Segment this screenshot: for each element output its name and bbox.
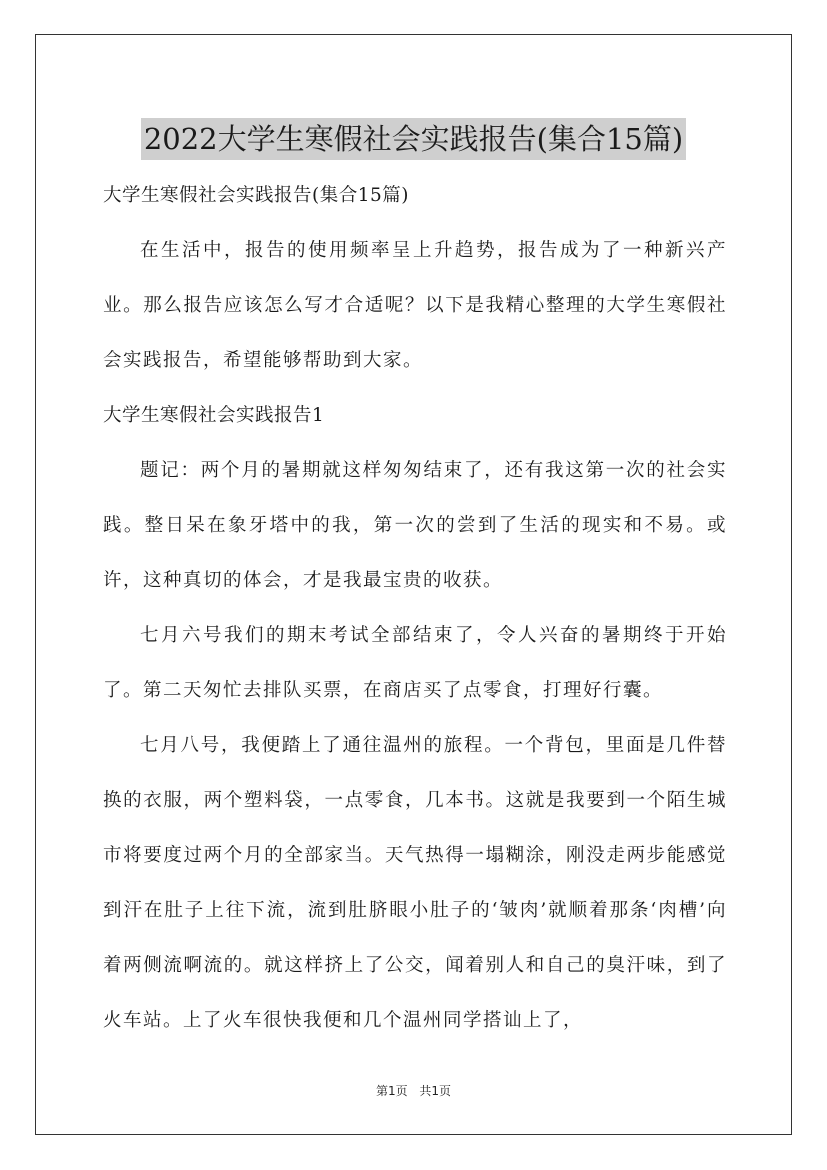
body-paragraph: 七月八号，我便踏上了通往温州的旅程。一个背包，里面是几件替换的衣服，两个塑料袋，一点零食，几本书。这就是我要到一个陌生城市将要度过两个月的全部家当。天气热得一塌糊涂，刚没走两步能感觉到汗在肚子上往下流，流到肚脐眼小肚子的‘皱肉’就顺着那条‘肉槽’向着两侧流啊流的。就这样挤上了公交，闻着别人和自己的臭汗味，到了火车站。上了火车很快我便和几个温州同学搭讪上了，: [103, 735, 727, 1031]
body-paragraph: 七月六号我们的期末考试全部结束了，令人兴奋的暑期终于开始了。第二天匆忙去排队买票，在商店买了点零食，打理好行囊。: [103, 625, 727, 701]
page-footer: [0, 1082, 827, 1099]
page-total: 共1页: [419, 1084, 452, 1098]
section-heading: 大学生寒假社会实践报告(集合15篇): [103, 185, 409, 206]
section-heading: 大学生寒假社会实践报告1: [103, 405, 325, 426]
document-title: 2022大学生寒假社会实践报告(集合15篇): [141, 118, 686, 160]
document-body: [103, 168, 727, 1048]
body-paragraph: 题记：两个月的暑期就这样匆匆结束了，还有我这第一次的社会实践。整日呆在象牙塔中的我，第一次的尝到了生活的现实和不易。或许，这种真切的体会，才是我最宝贵的收获。: [103, 460, 727, 591]
page-number: 第1页: [375, 1084, 408, 1098]
body-paragraph: 在生活中，报告的使用频率呈上升趋势，报告成为了一种新兴产业。那么报告应该怎么写才合适呢？以下是我精心整理的大学生寒假社会实践报告，希望能够帮助到大家。: [103, 240, 727, 371]
